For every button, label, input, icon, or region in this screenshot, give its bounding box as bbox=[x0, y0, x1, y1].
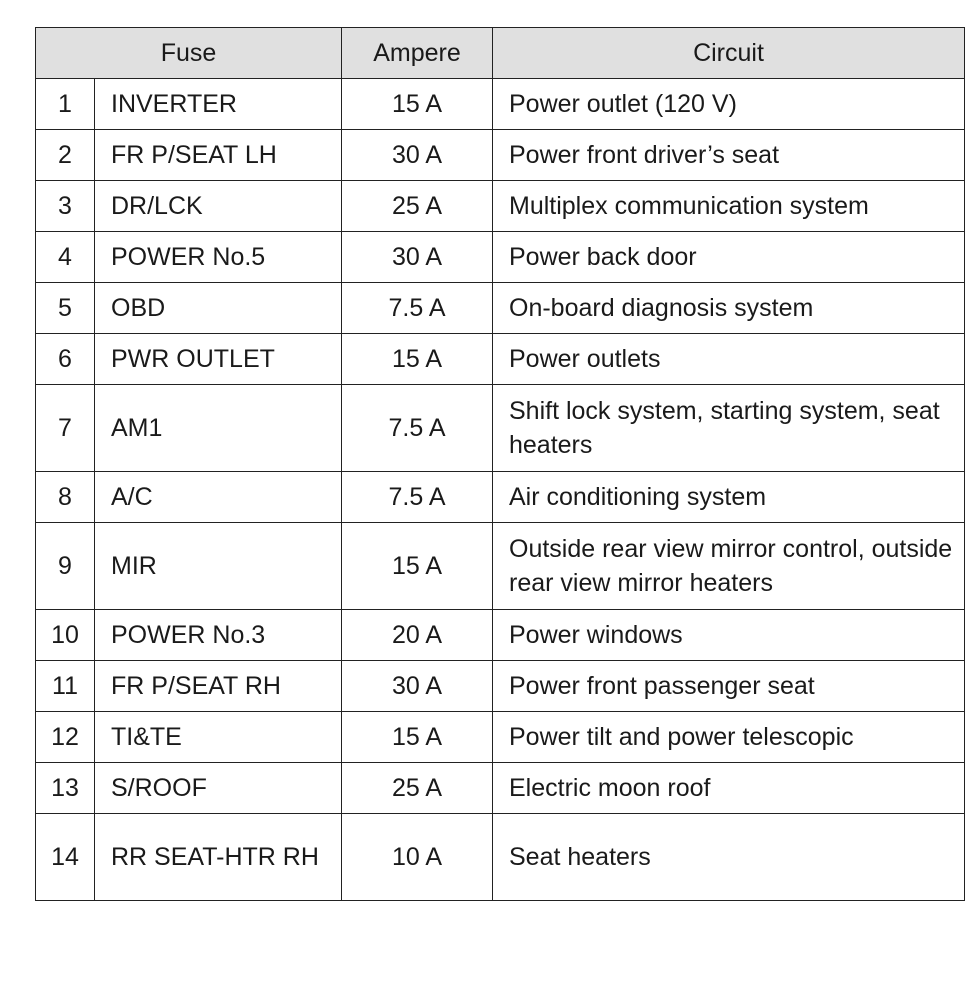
fuse-number: 12 bbox=[36, 712, 95, 763]
fuse-ampere: 7.5 A bbox=[342, 385, 493, 472]
fuse-circuit: Power tilt and power telescopic bbox=[493, 712, 965, 763]
fuse-name: INVERTER bbox=[95, 79, 342, 130]
table-row bbox=[36, 661, 965, 712]
fuse-circuit: Seat heaters bbox=[493, 814, 965, 901]
fuse-name: A/C bbox=[95, 472, 342, 523]
fuse-circuit: Power outlet (120 V) bbox=[493, 79, 965, 130]
fuse-ampere: 15 A bbox=[342, 712, 493, 763]
table-row bbox=[36, 181, 965, 232]
fuse-name: TI&TE bbox=[95, 712, 342, 763]
fuse-table bbox=[35, 27, 965, 901]
header-circuit: Circuit bbox=[493, 28, 965, 79]
fuse-circuit: Power back door bbox=[493, 232, 965, 283]
fuse-ampere: 15 A bbox=[342, 334, 493, 385]
fuse-circuit: Power front driver’s seat bbox=[493, 130, 965, 181]
table-row bbox=[36, 523, 965, 610]
fuse-number: 7 bbox=[36, 385, 95, 472]
table-body bbox=[36, 79, 965, 901]
table-row bbox=[36, 472, 965, 523]
fuse-ampere: 25 A bbox=[342, 763, 493, 814]
table-row bbox=[36, 712, 965, 763]
header-ampere: Ampere bbox=[342, 28, 493, 79]
fuse-number: 3 bbox=[36, 181, 95, 232]
fuse-circuit: Power front passenger seat bbox=[493, 661, 965, 712]
fuse-name: S/ROOF bbox=[95, 763, 342, 814]
table-row bbox=[36, 334, 965, 385]
fuse-ampere: 15 A bbox=[342, 79, 493, 130]
fuse-number: 9 bbox=[36, 523, 95, 610]
fuse-circuit: Power windows bbox=[493, 610, 965, 661]
fuse-ampere: 30 A bbox=[342, 130, 493, 181]
fuse-circuit: On-board diagnosis system bbox=[493, 283, 965, 334]
fuse-circuit: Shift lock system, starting system, seat heaters bbox=[493, 385, 965, 472]
fuse-circuit: Electric moon roof bbox=[493, 763, 965, 814]
fuse-number: 6 bbox=[36, 334, 95, 385]
fuse-number: 2 bbox=[36, 130, 95, 181]
table-row bbox=[36, 79, 965, 130]
fuse-ampere: 20 A bbox=[342, 610, 493, 661]
table-row bbox=[36, 814, 965, 901]
fuse-circuit: Multiplex communication system bbox=[493, 181, 965, 232]
fuse-number: 1 bbox=[36, 79, 95, 130]
fuse-ampere: 30 A bbox=[342, 232, 493, 283]
fuse-name: OBD bbox=[95, 283, 342, 334]
fuse-number: 11 bbox=[36, 661, 95, 712]
fuse-name: MIR bbox=[95, 523, 342, 610]
fuse-circuit: Air conditioning system bbox=[493, 472, 965, 523]
table-row bbox=[36, 232, 965, 283]
fuse-name: AM1 bbox=[95, 385, 342, 472]
fuse-name: PWR OUTLET bbox=[95, 334, 342, 385]
fuse-number: 4 bbox=[36, 232, 95, 283]
header-row bbox=[36, 28, 965, 79]
header-fuse: Fuse bbox=[36, 28, 342, 79]
fuse-number: 8 bbox=[36, 472, 95, 523]
fuse-circuit: Power outlets bbox=[493, 334, 965, 385]
table-row bbox=[36, 610, 965, 661]
fuse-name: DR/LCK bbox=[95, 181, 342, 232]
table-row bbox=[36, 283, 965, 334]
table-header bbox=[36, 28, 965, 79]
table-row bbox=[36, 385, 965, 472]
fuse-number: 14 bbox=[36, 814, 95, 901]
fuse-name: POWER No.5 bbox=[95, 232, 342, 283]
fuse-name: FR P/SEAT RH bbox=[95, 661, 342, 712]
table-row bbox=[36, 763, 965, 814]
fuse-ampere: 25 A bbox=[342, 181, 493, 232]
fuse-number: 13 bbox=[36, 763, 95, 814]
fuse-name: POWER No.3 bbox=[95, 610, 342, 661]
fuse-ampere: 7.5 A bbox=[342, 472, 493, 523]
fuse-number: 5 bbox=[36, 283, 95, 334]
fuse-name: FR P/SEAT LH bbox=[95, 130, 342, 181]
fuse-ampere: 15 A bbox=[342, 523, 493, 610]
fuse-ampere: 7.5 A bbox=[342, 283, 493, 334]
fuse-ampere: 30 A bbox=[342, 661, 493, 712]
table-row bbox=[36, 130, 965, 181]
fuse-number: 10 bbox=[36, 610, 95, 661]
fuse-ampere: 10 A bbox=[342, 814, 493, 901]
fuse-name: RR SEAT-HTR RH bbox=[95, 814, 342, 901]
fuse-circuit: Outside rear view mirror control, outside rear view mirror heaters bbox=[493, 523, 965, 610]
